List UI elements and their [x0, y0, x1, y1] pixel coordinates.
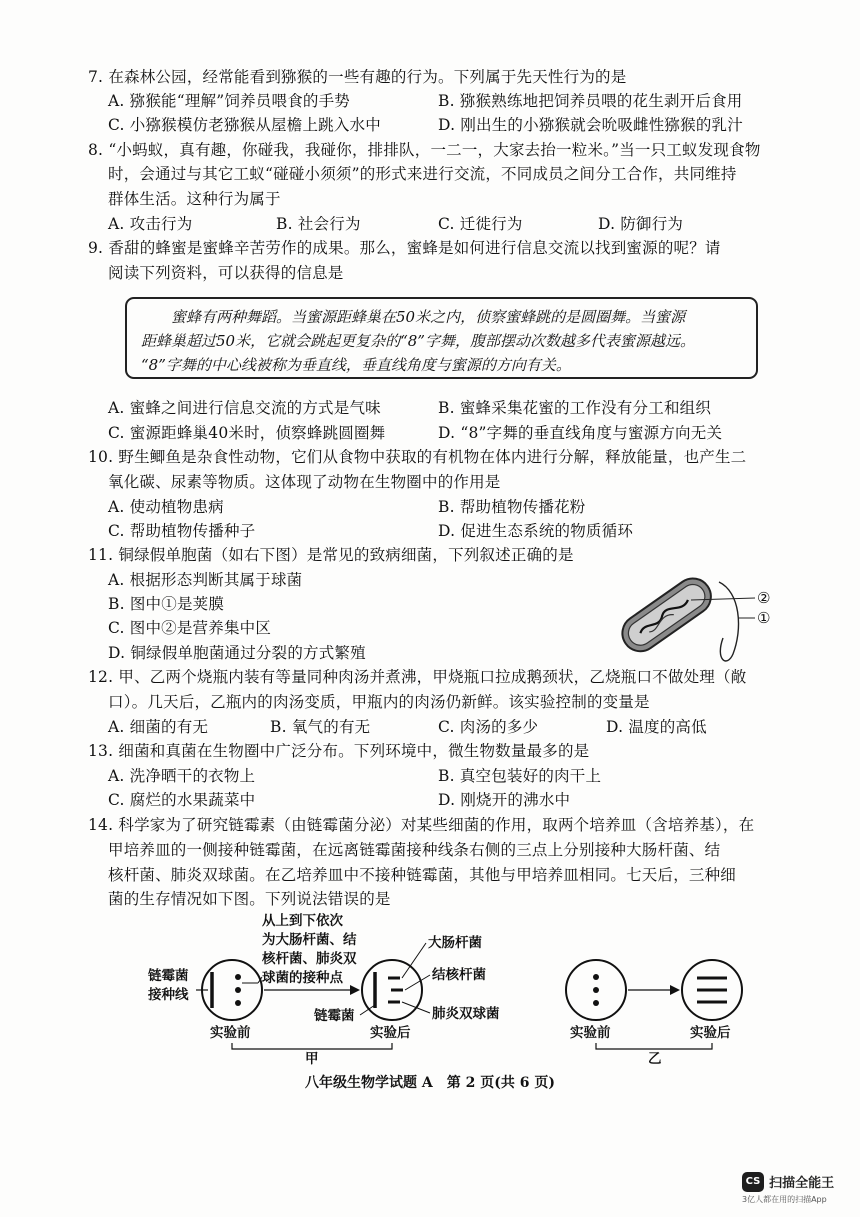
inoculation-note-line3: 核杆菌、肺炎双: [262, 951, 357, 967]
question-11-option-b: B. 图中①是荚膜: [108, 595, 225, 613]
question-7-stem: 7. 在森林公园，经常能看到猕猴的一些有趣的行为。下列属于先天性行为的是: [88, 68, 627, 86]
question-9-option-a: A. 蜜蜂之间进行信息交流的方式是气味: [108, 399, 381, 417]
question-7-option-a: A. 猕猴能“理解”饲养员喂食的手势: [108, 92, 350, 110]
petri-dish-diagram: [0, 905, 860, 1065]
figure-label-2: ②: [757, 589, 771, 607]
question-9-stem-line1: 9. 香甜的蜂蜜是蜜蜂辛苦劳作的成果。那么，蜜蜂是如何进行信息交流以找到蜜源的呢？请: [88, 239, 721, 257]
question-10-stem-line1: 10. 野生鲫鱼是杂食性动物，它们从食物中获取的有机物在体内进行分解，释放能量，也产生二: [88, 448, 747, 466]
streptomyces-after-label: 链霉菌: [314, 1008, 355, 1024]
question-8-stem-line2: 时，会通过与其它工蚁“碰碰小须须”的形式来进行交流，不同成员之间分工合作，共同维持: [108, 165, 737, 183]
question-9-stem-line2: 阅读下列资料，可以获得的信息是: [108, 264, 344, 282]
question-14-stem-line4: 菌的生存情况如下图。下列说法错误的是: [108, 890, 391, 908]
ecoli-label: 大肠杆菌: [428, 935, 482, 951]
question-14-stem-line1: 14. 科学家为了研究链霉素（由链霉菌分泌）对某些细菌的作用，取两个培养皿（含培养基），在: [88, 816, 755, 834]
question-10-option-b: B. 帮助植物传播花粉: [438, 498, 586, 516]
question-9-option-d: D. “8”字舞的垂直线角度与蜜源方向无关: [438, 424, 723, 442]
question-10-option-d: D. 促进生态系统的物质循环: [438, 522, 634, 540]
question-13-option-a: A. 洗净晒干的衣物上: [108, 767, 256, 785]
question-10-stem-line2: 氧化碳、尿素等物质。这体现了动物在生物圈中的作用是: [108, 473, 501, 491]
question-11-option-c: C. 图中②是营养集中区: [108, 619, 272, 637]
group-b-label: 乙: [648, 1051, 662, 1065]
group-a-bracket: [232, 1043, 392, 1049]
page-footer: 八年级生物学试题 A 第 2 页(共 6 页): [305, 1075, 555, 1091]
question-12-option-b: B. 氧气的有无: [270, 718, 371, 736]
group-b-bracket: [596, 1043, 712, 1049]
camscanner-logo-icon: CS: [742, 1172, 764, 1192]
question-14-stem-line3: 核杆菌、肺炎双球菌。在乙培养皿中不接种链霉菌，其他与甲培养皿相同。七天后，三种细: [108, 866, 737, 884]
streptomyces-label-line2: 接种线: [148, 987, 189, 1003]
question-8-option-d: D. 防御行为: [598, 215, 684, 233]
question-10-option-a: A. 使动植物患病: [108, 498, 224, 516]
dish-a-before-label: 实验前: [210, 1025, 251, 1041]
dish-b-after-label: 实验后: [690, 1025, 731, 1041]
scanner-tagline: 3亿人都在用的扫描App: [742, 1195, 827, 1204]
inoculation-note-line1: 从上到下依次: [262, 913, 343, 929]
pneumo-label: 肺炎双球菌: [432, 1006, 500, 1022]
question-13-option-d: D. 刚烧开的沸水中: [438, 791, 571, 809]
question-13-option-c: C. 腐烂的水果蔬菜中: [108, 791, 256, 809]
reading-material-line2: 距蜂巢超过50米，它就会跳起更复杂的“8”字舞，腹部摆动次数越多代表蜜源越远。: [141, 332, 695, 350]
pseudomonas-bacterium-figure: [615, 568, 785, 678]
question-11-option-a: A. 根据形态判断其属于球菌: [108, 571, 303, 589]
question-14-stem-line2: 甲培养皿的一侧接种链霉菌，在远离链霉菌接种线条右侧的三点上分别接种大肠杆菌、结: [108, 841, 721, 859]
flagellum: [719, 582, 739, 661]
inoculation-note-line4: 球菌的接种点: [262, 970, 343, 986]
question-12-option-a: A. 细菌的有无: [108, 718, 209, 736]
question-12-stem-line2: 口）。几天后，乙瓶内的肉汤变质，甲瓶内的肉汤仍新鲜。该实验控制的变量是: [108, 693, 650, 711]
question-9-option-b: B. 蜜蜂采集花蜜的工作没有分工和组织: [438, 399, 712, 417]
question-7-option-d: D. 刚出生的小猕猴就会吮吸雌性猕猴的乳汁: [438, 116, 743, 134]
reading-material-line1: 蜜蜂有两种舞蹈。当蜜源距蜂巢在50米之内，侦察蜜蜂跳的是圆圈舞。当蜜源: [171, 308, 686, 326]
question-12-stem-line1: 12. 甲、乙两个烧瓶内装有等量同种肉汤并煮沸，甲烧瓶口拉成鹅颈状，乙烧瓶口不做处理（敞: [88, 668, 747, 686]
question-12-option-d: D. 温度的高低: [606, 718, 707, 736]
question-8-option-c: C. 迁徙行为: [438, 215, 523, 233]
reading-material-box: [125, 297, 758, 379]
question-8-option-b: B. 社会行为: [276, 215, 361, 233]
question-8-option-a: A. 攻击行为: [108, 215, 193, 233]
streptomyces-label-line1: 链霉菌: [148, 968, 189, 984]
figure-label-1: ①: [757, 609, 771, 627]
dish-a-after-label: 实验后: [370, 1025, 411, 1041]
question-13-option-b: B. 真空包装好的肉干上: [438, 767, 602, 785]
tb-label: 结核杆菌: [432, 967, 486, 983]
question-11-stem: 11. 铜绿假单胞菌（如右下图）是常见的致病细菌，下列叙述正确的是: [88, 546, 574, 564]
reading-material-line3: “8”字舞的中心线被称为垂直线，垂直线角度与蜜源的方向有关。: [141, 356, 571, 374]
inoculation-note-line2: 为大肠杆菌、结: [262, 932, 357, 948]
dish-b-before-label: 实验前: [570, 1025, 611, 1041]
scanner-brand-name: 扫描全能王: [769, 1176, 835, 1191]
question-12-option-c: C. 肉汤的多少: [438, 718, 539, 736]
question-13-stem: 13. 细菌和真菌在生物圈中广泛分布。下列环境中，微生物数量最多的是: [88, 742, 590, 760]
question-7-option-b: B. 猕猴熟练地把饲养员喂的花生剥开后食用: [438, 92, 743, 110]
question-9-option-c: C. 蜜源距蜂巢40米时，侦察蜂跳圆圈舞: [108, 424, 386, 442]
question-8-stem-line1: 8. “小蚂蚁，真有趣，你碰我，我碰你，排排队，一二一，大家去抬一粒米。”当一只工蚁发现食物: [88, 141, 761, 159]
question-7-option-c: C. 小猕猴模仿老猕猴从屋檐上跳入水中: [108, 116, 381, 134]
group-a-label: 甲: [305, 1051, 319, 1065]
scanner-watermark: [742, 1171, 834, 1192]
question-11-option-d: D. 铜绿假单胞菌通过分裂的方式繁殖: [108, 644, 366, 662]
question-8-stem-line3: 群体生活。这种行为属于: [108, 190, 281, 208]
question-10-option-c: C. 帮助植物传播种子: [108, 522, 256, 540]
